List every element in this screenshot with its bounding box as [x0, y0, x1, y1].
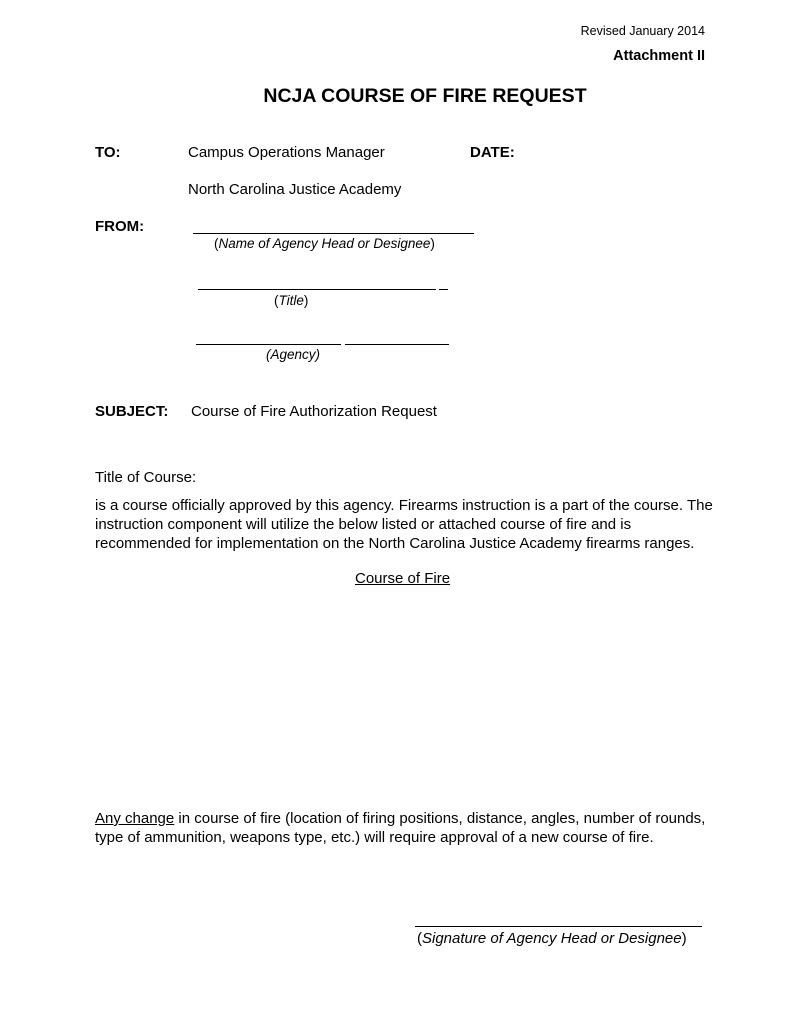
to-recipient: Campus Operations Manager — [188, 144, 385, 161]
change-notice-text: in course of fire (location of firing positions, distance, angles, number of rounds, type of ammunition, weapons type, etc.) will require approval of a new course of fire. — [95, 810, 706, 846]
signature-caption-text: Signature of Agency Head or Designee — [422, 930, 682, 947]
course-of-fire-heading: Course of Fire — [355, 570, 451, 587]
title-caption-text: Title — [278, 293, 304, 308]
to-organization: North Carolina Justice Academy — [188, 181, 402, 198]
date-label: DATE: — [470, 144, 515, 161]
approval-paragraph: is a course officially approved by this agency. Firearms instruction is a part of the course. The instruction component will utilize the below listed or attached course of fire and is recommended for implementation on the North Carolina Justice Academy firearms ranges. — [95, 497, 713, 552]
revised-date: Revised January 2014 — [580, 24, 705, 38]
subject-value: Course of Fire Authorization Request — [191, 403, 437, 420]
document-title: NCJA COURSE OF FIRE REQUEST — [263, 85, 587, 107]
agency-head-name-caption: (Name of Agency Head or Designee) — [214, 236, 435, 251]
signature-caption: (Signature of Agency Head or Designee) — [417, 930, 687, 947]
title-line[interactable] — [198, 289, 436, 290]
subject-label: SUBJECT: — [95, 403, 169, 420]
signature-line[interactable] — [415, 926, 702, 927]
agency-caption: (Agency) — [266, 347, 321, 362]
change-notice — [95, 809, 715, 847]
change-notice-emphasis: Any change — [95, 810, 175, 827]
agency-line[interactable] — [196, 344, 341, 345]
course-title-label: Title of Course: — [95, 469, 197, 486]
to-label: TO: — [95, 144, 121, 161]
agency-line-tail — [345, 344, 449, 345]
attachment-label: Attachment II — [613, 48, 705, 64]
from-label: FROM: — [95, 218, 145, 235]
title-line-tail — [439, 289, 448, 290]
agency-head-name-line[interactable] — [193, 233, 474, 234]
title-caption: (Title) — [274, 293, 309, 308]
agency-head-name-caption-text: Name of Agency Head or Designee — [218, 236, 431, 251]
